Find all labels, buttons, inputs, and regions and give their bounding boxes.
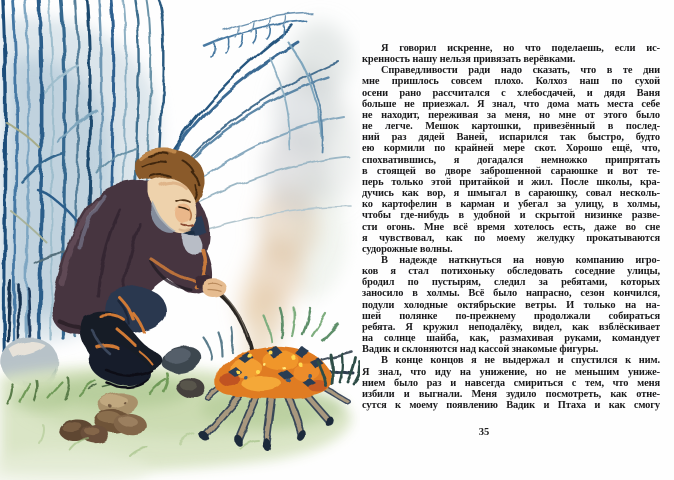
text-line: спохватившись, я догадался немножко припрятать — [362, 154, 660, 166]
text-line: мне пришлось совсем плохо. Колхоз наш по сухой — [362, 76, 660, 88]
hand — [203, 278, 227, 298]
text-line: ков я стал потихоньку обследовать соседние улицы, — [362, 266, 660, 278]
text-line: дучись как вор, я шмыгал в сараюшку, совал несколь- — [362, 188, 660, 200]
text-line: не находит, переживая за меня, но мне от этого было — [362, 109, 660, 121]
text-line: ею кормили по крайней мере скот. Хорошо ещё, что, — [362, 143, 660, 155]
text-line: Вадик и склоняются над кассой знакомые фигуры. — [362, 344, 599, 356]
page-number: 35 — [478, 427, 490, 438]
text-line: В надежде наткнуться на новую компанию игро- — [381, 254, 660, 266]
text-line: чтобы где-нибудь в удобной и скрытой низинке разве- — [362, 210, 660, 222]
text-line: перь только этой притайкой и жил. После школы, кра- — [362, 176, 660, 188]
text-line: в стоящей во дворе заброшенной сараюшке и вот те- — [362, 165, 660, 177]
text-line: больше не приезжал. Я знал, что дома мать места себе — [362, 98, 660, 110]
text-line: нием было раз и навсегда смириться с тем, что меня — [362, 377, 660, 389]
text-line: Справедливости ради надо сказать, что в те дни — [381, 65, 660, 77]
text-line: избили и выгнали. Меня зудило посмотреть, как отне- — [362, 388, 660, 400]
text-line: ний раз дядей Ваней, испарился так быстро, будто — [362, 132, 660, 144]
text-line: бродил по пустырям, следил за ребятами, которых — [362, 277, 660, 289]
text-line: Я знал, что иду на унижение, но не меньшим униже- — [362, 366, 660, 378]
text-line: подули холодные октябрьские ветры. И только на на- — [362, 299, 660, 311]
text-line: я чувствовал, как по моему желудку прокатываются — [362, 232, 660, 244]
text-line: на солнце шайба, как, размахивая руками, командует — [362, 333, 660, 345]
text-line: осени рано рассчитался с хлебосдачей, и дядя Ваня — [362, 87, 660, 99]
text-line: судорожные волны. — [362, 243, 453, 255]
text-line: сти огонь. Мне всё время хотелось есть, даже во сне — [362, 221, 660, 233]
text-line: ребята. Я кружил неподалёку, видел, как взблёскивает — [362, 321, 660, 333]
text-line: ко картофелин в карман и убегал за улицу, в холмы, — [362, 199, 660, 211]
text-line: шей полянке по-прежнему продолжали собираться — [362, 310, 660, 322]
text-line: В конце концов я не выдержал и спустился к ним. — [381, 355, 660, 367]
text-line: кренность нашу нельзя привязать верёвками. — [362, 54, 576, 66]
text-line: Я говорил искренне, но что поделаешь, если ис- — [381, 43, 660, 54]
text-column — [362, 43, 660, 411]
text-line: не легче. Мешок картошки, привезённый в послед- — [362, 121, 660, 133]
text-line: сутся к моему появлению Вадик и Птаха и как смогу — [362, 400, 660, 411]
text-line: заносило в холмы. Всё было напрасно, сезон кончился, — [362, 288, 660, 300]
